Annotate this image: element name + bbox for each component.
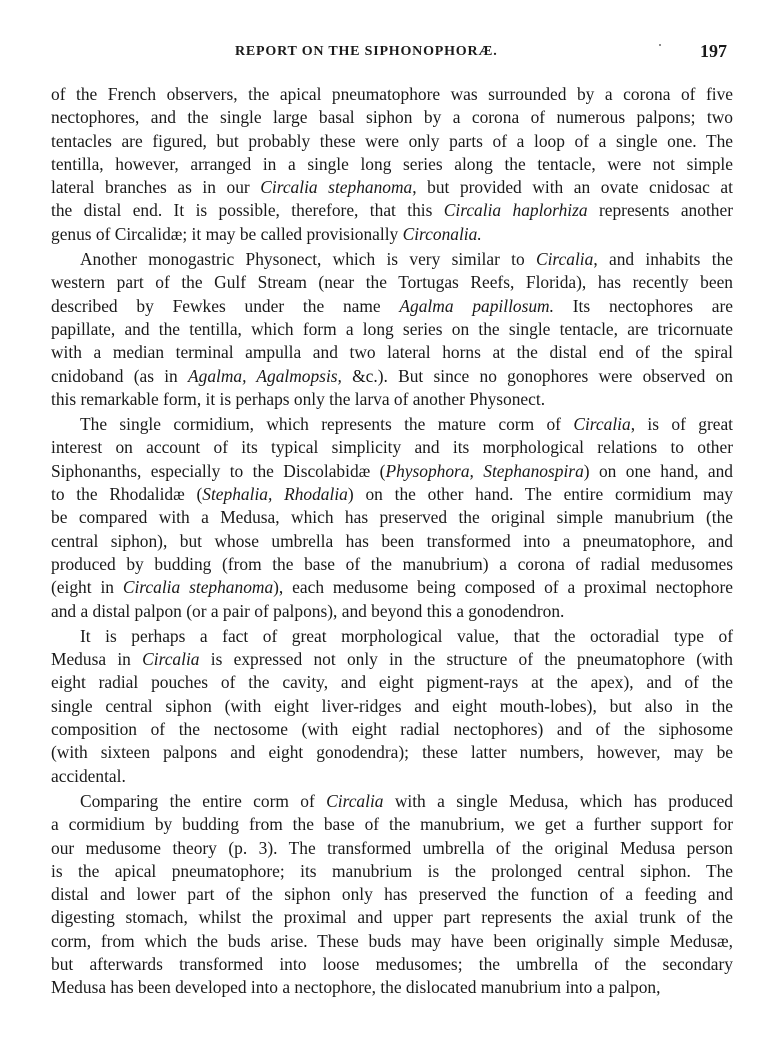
text-run: interest on account of its typical simplicity and its morphological relations to other	[51, 437, 733, 458]
text-run: lateral branches as in our	[51, 177, 261, 198]
text-run: corm, from which the buds arise. These buds may have been originally simple Medusæ,	[51, 930, 733, 951]
text-line	[51, 530, 733, 553]
text-run: digesting stomach, whilst the proximal and upper part represents the axial trunk of the	[51, 907, 733, 928]
text-line	[51, 953, 733, 976]
text-run: ) on one hand, and	[583, 460, 733, 481]
text-line	[51, 837, 733, 860]
text-line	[51, 436, 733, 459]
text-line	[51, 813, 733, 836]
text-run: Medusa in	[51, 649, 143, 670]
italic-term: Agalma, Agalmopsis,	[188, 365, 342, 386]
text-run: ), each medusome being composed of a proximal nectophore	[273, 577, 733, 598]
text-line	[51, 648, 733, 671]
italic-term: Agalma papillosum.	[399, 295, 554, 316]
italic-term: Physophora, Stephanospira	[385, 460, 584, 481]
text-line	[51, 790, 733, 813]
text-line	[51, 341, 733, 364]
text-line	[51, 318, 733, 341]
text-line	[51, 625, 733, 648]
text-run: and a distal palpon (or a pair of palpons), and beyond this a gonodendron.	[51, 600, 565, 621]
text-line	[51, 600, 733, 623]
text-run: of the French observers, the apical pneumatophore was surrounded by a corona of five	[51, 84, 733, 104]
italic-term: Circalia	[573, 414, 631, 435]
text-line	[51, 976, 733, 999]
italic-term: Circalia	[536, 249, 594, 270]
paragraph	[51, 625, 733, 788]
text-run: Its nectophores are	[553, 295, 733, 316]
text-run: (eight in	[51, 577, 123, 598]
text-run: Siphonanths, especially to the Discolabidæ (	[51, 460, 386, 481]
text-line	[51, 506, 733, 529]
text-run: tentilla, however, arranged in a single long series along the tentacle, were not simple	[51, 153, 733, 174]
text-run: this remarkable form, it is perhaps only the larva of another Physonect.	[51, 388, 546, 409]
text-run: cnidoband (as in	[51, 365, 188, 386]
text-run: &c.). But since no gonophores were observed on	[341, 365, 733, 386]
text-run: , is of great	[630, 414, 733, 435]
text-run: Another monogastric Physonect, which is very similar to	[80, 249, 536, 270]
page-number: 197	[700, 41, 727, 61]
italic-term: Circalia	[326, 790, 384, 811]
text-run: tentacles are figured, but probably these were only parts of a loop of a single one. The	[51, 130, 733, 151]
text-run: a cormidium by budding from the base of the manubrium, we get a further support for	[51, 814, 733, 835]
text-line	[51, 223, 733, 246]
text-line	[51, 860, 733, 883]
italic-term: Circalia stephanoma	[122, 577, 274, 598]
text-run: nectophores, and the single large basal siphon by a corona of numerous palpons; two	[51, 107, 733, 128]
text-run: with a median terminal ampulla and two lateral horns at the distal end of the spiral	[51, 342, 733, 363]
text-line	[51, 576, 733, 599]
text-line	[51, 83, 733, 106]
text-run: Comparing the entire corm of	[80, 790, 327, 811]
text-line	[51, 130, 733, 153]
text-run: the distal end. It is possible, therefore, that this	[51, 200, 444, 221]
text-line	[51, 295, 733, 318]
paragraph	[51, 248, 733, 411]
text-line	[51, 765, 733, 788]
text-run: single central siphon (with eight liver-ridges and eight mouth-lobes), but also in the	[51, 695, 733, 716]
text-run: (with sixteen palpons and eight gonodendra); these latter numbers, however, may be	[51, 742, 733, 763]
italic-term: Circonalia.	[402, 223, 482, 244]
text-line	[51, 176, 733, 199]
text-line	[51, 553, 733, 576]
body-text	[51, 83, 733, 1000]
text-run: eight radial pouches of the cavity, and eight pigment-rays at the apex), and of the	[51, 672, 733, 693]
text-run: our medusome theory (p. 3). The transformed umbrella of the original Medusa person	[51, 837, 733, 858]
text-line	[51, 199, 733, 222]
text-run: ) on the other hand. The entire cormidium may	[347, 484, 733, 505]
text-run: Medusa has been developed into a nectophore, the dislocated manubrium into a palpon,	[51, 977, 661, 998]
text-run: produced by budding (from the base of the manubrium) a corona of radial medusomes	[51, 553, 733, 574]
text-line	[51, 883, 733, 906]
text-line	[51, 483, 733, 506]
text-run: with a single Medusa, which has produced	[383, 790, 733, 811]
text-line	[51, 365, 733, 388]
text-run: The single cormidium, which represents the mature corm of	[80, 414, 574, 435]
text-run: composition of the nectosome (with eight radial nectophores) and of the siphosome	[51, 719, 733, 740]
text-run: It is perhaps a fact of great morphological value, that the octoradial type of	[80, 625, 733, 646]
running-title: REPORT ON THE SIPHONOPHORÆ.	[235, 44, 498, 59]
text-line	[51, 930, 733, 953]
italic-term: Stephalia, Rhodalia	[202, 484, 348, 505]
text-run: , but provided with an ovate cnidosac at	[412, 177, 733, 198]
text-line	[51, 671, 733, 694]
text-run: central siphon), but whose umbrella has been transformed into a pneumatophore, and	[51, 530, 733, 551]
text-run: distal and lower part of the siphon only has preserved the function of a feeding and	[51, 884, 733, 905]
text-line	[51, 741, 733, 764]
text-line	[51, 413, 733, 436]
text-run: represents another	[587, 200, 733, 221]
text-line	[51, 695, 733, 718]
italic-term: Circalia stephanoma	[260, 177, 413, 198]
paragraph	[51, 83, 733, 246]
text-run: accidental.	[51, 765, 126, 786]
text-line	[51, 460, 733, 483]
text-line	[51, 906, 733, 929]
paragraph	[51, 790, 733, 1000]
text-run: , and inhabits the	[593, 249, 733, 270]
text-line	[51, 153, 733, 176]
scan-speck	[659, 44, 661, 46]
italic-term: Circalia haplorhiza	[443, 200, 588, 221]
text-run: genus of Circalidæ; it may be called provisionally	[51, 223, 403, 244]
text-line	[51, 248, 733, 271]
text-run: is expressed not only in the structure of the pneumatophore (with	[199, 649, 733, 670]
text-run: described by Fewkes under the name	[51, 295, 400, 316]
text-line	[51, 388, 733, 411]
paragraph	[51, 413, 733, 623]
italic-term: Circalia	[142, 649, 200, 670]
text-run: papillate, and the tentilla, which form a long series on the single tentacle, are tricornuate	[51, 318, 733, 339]
text-run: is the apical pneumatophore; its manubrium is the prolonged central siphon. The	[51, 860, 733, 881]
text-run: to the Rhodalidæ (	[51, 484, 203, 505]
text-line	[51, 718, 733, 741]
text-run: be compared with a Medusa, which has preserved the original simple manubrium (the	[51, 507, 733, 528]
text-line	[51, 271, 733, 294]
text-run: but afterwards transformed into loose medusomes; the umbrella of the secondary	[51, 953, 733, 974]
text-run: western part of the Gulf Stream (near the Tortugas Reefs, Florida), has recently been	[51, 272, 733, 293]
text-line	[51, 106, 733, 129]
page-header	[0, 41, 776, 68]
